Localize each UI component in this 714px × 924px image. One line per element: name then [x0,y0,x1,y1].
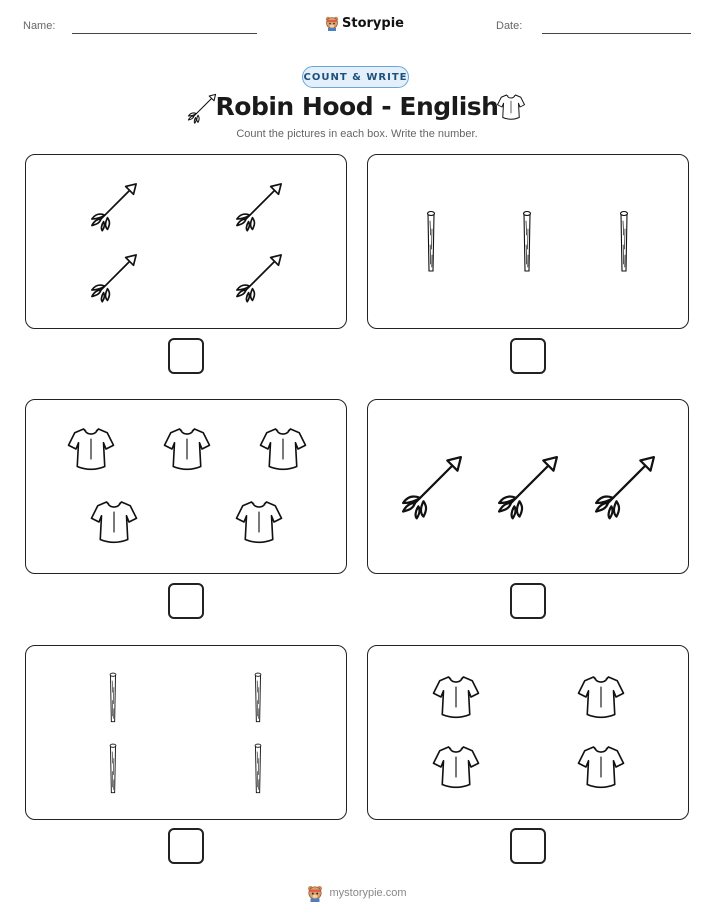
tunic-icon [258,424,308,474]
tunic-icon [66,424,116,474]
bear-mascot-icon [307,884,323,902]
tunic-icon [89,497,139,547]
answer-box-5[interactable] [168,828,204,864]
tunic-icon [162,424,212,474]
stick-icon [425,209,437,275]
page-title: Robin Hood - English [215,92,499,121]
tunic-icon [576,740,626,794]
answer-box-1[interactable] [168,338,204,374]
brand-name: Storypie [342,15,404,31]
footer-website[interactable]: mystorypie.com [329,887,407,899]
arrow-icon [88,251,140,303]
date-label: Date: [496,20,523,32]
arrow-icon [398,452,466,520]
count-box-4 [367,399,689,574]
arrow-icon [591,452,659,520]
stick-icon [618,209,630,275]
tunic-icon [496,92,526,122]
stick-icon [521,209,533,275]
stick-icon [108,742,118,796]
instructions: Count the pictures in each box. Write the number. [236,128,478,140]
answer-box-3[interactable] [168,583,204,619]
count-box-2 [367,154,689,329]
stick-icon [253,671,263,725]
answer-box-2[interactable] [510,338,546,374]
name-label: Name: [23,20,56,32]
answer-box-6[interactable] [510,828,546,864]
name-line[interactable] [72,33,257,34]
storypie-logo [325,13,404,33]
count-box-3 [25,399,347,574]
footer [0,884,714,902]
arrow-icon [233,180,285,232]
count-box-6 [367,645,689,820]
tunic-icon [431,740,481,794]
count-box-5 [25,645,347,820]
count-and-write-badge: COUNT & WRITE [302,66,409,88]
tunic-icon [234,497,284,547]
tunic-icon [431,670,481,724]
stick-icon [253,742,263,796]
arrow-icon [233,251,285,303]
arrow-icon [494,452,562,520]
answer-box-4[interactable] [510,583,546,619]
arrow-icon [88,180,140,232]
tunic-icon [576,670,626,724]
bear-mascot-icon [325,15,339,31]
stick-icon [108,671,118,725]
date-line[interactable] [542,33,691,34]
count-box-1 [25,154,347,329]
